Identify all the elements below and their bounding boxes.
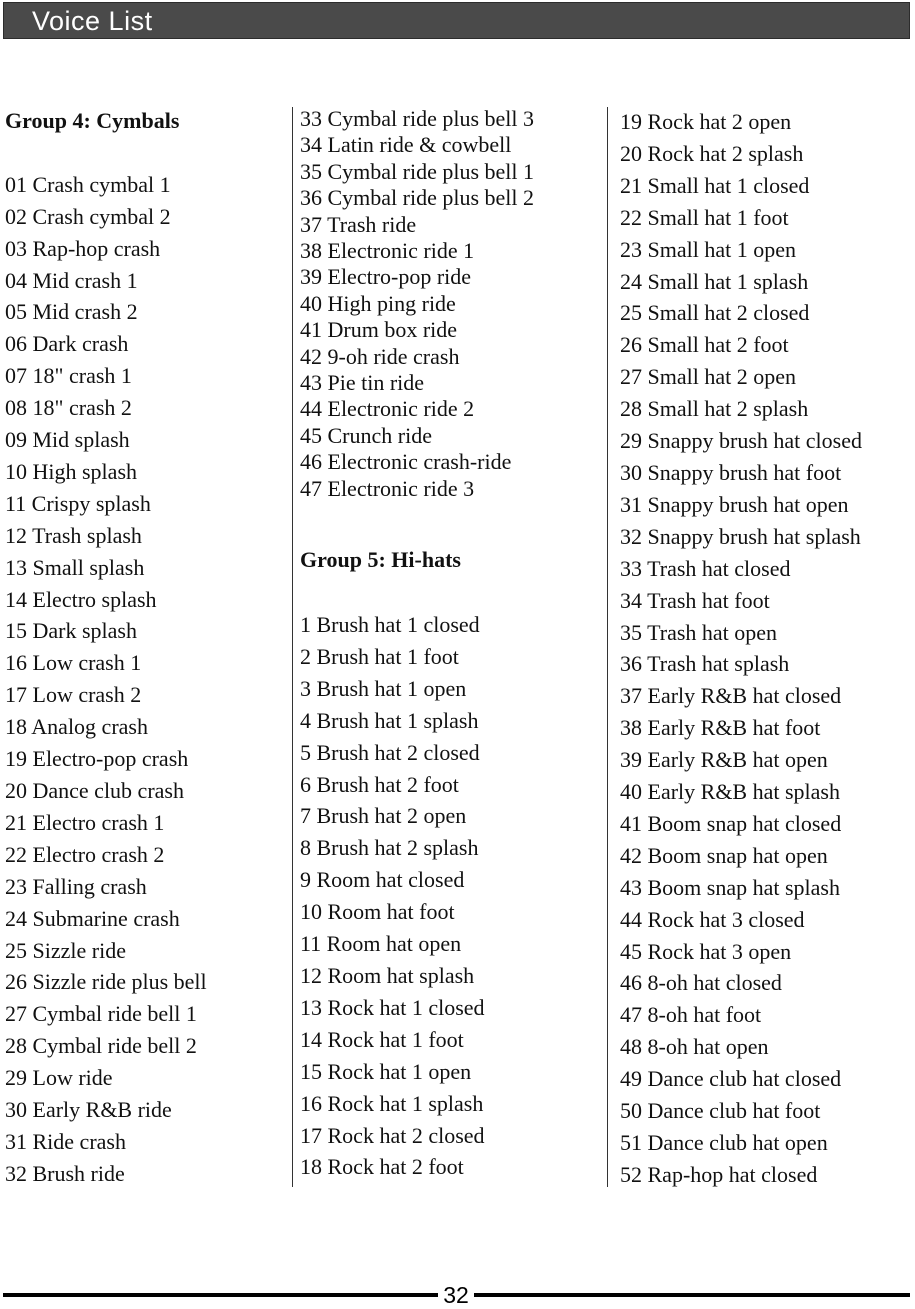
voice-list-item: 30 Snappy brush hat foot — [620, 459, 842, 485]
voice-list-item: 5 Brush hat 2 closed — [300, 739, 480, 765]
voice-list-item: 1 Brush hat 1 closed — [300, 612, 480, 637]
voice-list-item: 31 Snappy brush hat open — [620, 491, 849, 517]
voice-list-item: 21 Small hat 1 closed — [620, 172, 810, 198]
column-divider-2 — [607, 107, 608, 1187]
voice-list-item: 4 Brush hat 1 splash — [300, 707, 479, 733]
voice-list-item: 8 Brush hat 2 splash — [300, 835, 479, 861]
voice-column-2 — [300, 106, 600, 1183]
voice-list-item: 25 Small hat 2 closed — [620, 300, 810, 326]
voice-list-item: 17 Low crash 2 — [5, 682, 142, 708]
voice-list-item: 13 Small splash — [5, 554, 145, 580]
page-number: 32 — [443, 1282, 469, 1308]
voice-list-item: 24 Submarine crash — [5, 905, 180, 931]
voice-list-item: 04 Mid crash 1 — [5, 267, 138, 293]
voice-list-item: 6 Brush hat 2 foot — [300, 771, 459, 797]
voice-list-item: 41 Drum box ride — [300, 317, 458, 343]
voice-list-item: 50 Dance club hat foot — [620, 1098, 821, 1124]
voice-list-item: 23 Falling crash — [5, 873, 147, 899]
voice-list-item: 07 18" crash 1 — [5, 363, 132, 389]
voice-list-item: 7 Brush hat 2 open — [300, 803, 467, 829]
voice-list-item: 36 Trash hat splash — [620, 651, 790, 677]
voice-list-item: 12 Room hat splash — [300, 962, 475, 988]
voice-list-item: 19 Electro-pop crash — [5, 746, 189, 772]
voice-list-hihats — [300, 609, 600, 1183]
voice-list-item: 03 Rap-hop crash — [5, 235, 161, 261]
voice-list-item: 11 Room hat open — [300, 931, 462, 957]
voice-list-item: 42 Boom snap hat open — [620, 842, 828, 868]
voice-list-item: 52 Rap-hop hat closed — [620, 1161, 818, 1187]
voice-list-item: 33 Trash hat closed — [620, 555, 791, 581]
voice-list-item: 48 8-oh hat open — [620, 1034, 769, 1060]
voice-list-item: 47 Electronic ride 3 — [300, 475, 475, 501]
voice-list-item: 10 Room hat foot — [300, 899, 455, 925]
voice-list-item: 18 Rock hat 2 foot — [300, 1154, 464, 1180]
voice-list-item: 16 Low crash 1 — [5, 650, 142, 676]
voice-list-item: 32 Snappy brush hat splash — [620, 523, 861, 549]
voice-list-item: 43 Pie tin ride — [300, 370, 425, 396]
voice-list-item: 06 Dark crash — [5, 331, 129, 357]
voice-list-item: 28 Small hat 2 splash — [620, 396, 809, 422]
voice-list-item: 18 Analog crash — [5, 714, 148, 740]
voice-list-item: 16 Rock hat 1 splash — [300, 1090, 484, 1116]
voice-list-item: 14 Rock hat 1 foot — [300, 1026, 464, 1052]
voice-list-item: 49 Dance club hat closed — [620, 1066, 842, 1092]
voice-list-item: 34 Trash hat foot — [620, 587, 770, 613]
voice-list-item: 29 Snappy brush hat closed — [620, 428, 862, 454]
voice-list-item: 12 Trash splash — [5, 522, 142, 548]
voice-list-item: 51 Dance club hat open — [620, 1130, 828, 1155]
header-bar — [3, 2, 910, 39]
group-heading-cymbals: Group 4: Cymbals — [5, 108, 180, 133]
voice-column-1 — [5, 105, 285, 1190]
voice-list-item: 39 Electro-pop ride — [300, 264, 472, 290]
voice-list-item: 14 Electro splash — [5, 586, 157, 612]
voice-list-item: 02 Crash cymbal 2 — [5, 203, 171, 229]
voice-list-item: 38 Electronic ride 1 — [300, 238, 475, 264]
voice-list-item: 15 Dark splash — [5, 618, 137, 644]
voice-list-item: 20 Dance club crash — [5, 778, 184, 804]
voice-list-item: 31 Ride crash — [5, 1128, 126, 1154]
voice-list-item: 33 Cymbal ride plus bell 3 — [300, 106, 535, 131]
voice-list-item: 46 Electronic crash-ride — [300, 449, 512, 475]
voice-list-item: 24 Small hat 1 splash — [620, 268, 809, 294]
voice-list-item: 26 Small hat 2 foot — [620, 332, 789, 358]
voice-list-item: 13 Rock hat 1 closed — [300, 994, 485, 1020]
voice-list-item: 25 Sizzle ride — [5, 937, 126, 963]
column-divider-1 — [292, 107, 293, 1187]
voice-list-item: 22 Electro crash 2 — [5, 841, 165, 867]
voice-list-item: 45 Rock hat 3 open — [620, 938, 792, 964]
voice-list-hihats-continued — [620, 106, 910, 1191]
footer-rule-right — [474, 1293, 910, 1297]
voice-list-item: 40 High ping ride — [300, 290, 456, 316]
voice-list-item: 2 Brush hat 1 foot — [300, 643, 459, 669]
voice-list-cymbals — [5, 169, 285, 1190]
group-heading-hihats: Group 5: Hi-hats — [300, 547, 461, 573]
voice-list-item: 27 Small hat 2 open — [620, 364, 796, 390]
voice-list-item: 42 9-oh ride crash — [300, 343, 460, 369]
voice-list-item: 3 Brush hat 1 open — [300, 675, 467, 701]
voice-list-item: 37 Trash ride — [300, 211, 417, 237]
voice-list-item: 23 Small hat 1 open — [620, 236, 796, 262]
voice-list-item: 10 High splash — [5, 458, 137, 484]
voice-list-item: 32 Brush ride — [5, 1160, 125, 1186]
voice-list-item: 22 Small hat 1 foot — [620, 204, 789, 230]
voice-list-cymbals-continued — [300, 106, 600, 502]
voice-list-item: 45 Crunch ride — [300, 422, 432, 448]
page-title: Voice List — [32, 6, 153, 36]
voice-list-item: 29 Low ride — [5, 1065, 113, 1091]
voice-list-item: 19 Rock hat 2 open — [620, 109, 792, 134]
voice-list-item: 34 Latin ride & cowbell — [300, 132, 512, 158]
voice-list-item: 40 Early R&B hat splash — [620, 779, 840, 805]
voice-list-item: 44 Electronic ride 2 — [300, 396, 475, 422]
voice-list-item: 43 Boom snap hat splash — [620, 874, 840, 900]
voice-list-item: 37 Early R&B hat closed — [620, 683, 842, 709]
voice-list-item: 35 Trash hat open — [620, 619, 778, 645]
voice-list-item: 26 Sizzle ride plus bell — [5, 969, 207, 995]
heading-spacer — [5, 137, 285, 169]
voice-list-item: 15 Rock hat 1 open — [300, 1058, 472, 1084]
voice-list-item: 44 Rock hat 3 closed — [620, 906, 805, 932]
voice-list-item: 35 Cymbal ride plus bell 1 — [300, 158, 535, 184]
voice-list-item: 39 Early R&B hat open — [620, 747, 828, 773]
voice-list-item: 9 Room hat closed — [300, 867, 465, 893]
voice-list-item: 05 Mid crash 2 — [5, 299, 138, 325]
voice-list-item: 21 Electro crash 1 — [5, 809, 165, 835]
voice-list-item: 47 8-oh hat foot — [620, 1002, 762, 1028]
voice-list-item: 20 Rock hat 2 splash — [620, 140, 804, 166]
voice-column-3 — [620, 106, 910, 1191]
voice-list-item: 38 Early R&B hat foot — [620, 715, 821, 741]
voice-list-item: 01 Crash cymbal 1 — [5, 171, 171, 197]
voice-list-item: 27 Cymbal ride bell 1 — [5, 1001, 197, 1027]
voice-list-item: 17 Rock hat 2 closed — [300, 1122, 485, 1148]
voice-list-item: 11 Crispy splash — [5, 490, 151, 516]
footer-rule-left — [3, 1293, 438, 1297]
voice-list-item: 09 Mid splash — [5, 427, 130, 453]
voice-list-item: 30 Early R&B ride — [5, 1097, 172, 1123]
voice-list-item: 46 8-oh hat closed — [620, 970, 782, 996]
voice-list-item: 08 18" crash 2 — [5, 395, 132, 421]
voice-list-item: 28 Cymbal ride bell 2 — [5, 1033, 197, 1059]
voice-list-item: 41 Boom snap hat closed — [620, 810, 842, 836]
voice-list-item: 36 Cymbal ride plus bell 2 — [300, 185, 535, 211]
